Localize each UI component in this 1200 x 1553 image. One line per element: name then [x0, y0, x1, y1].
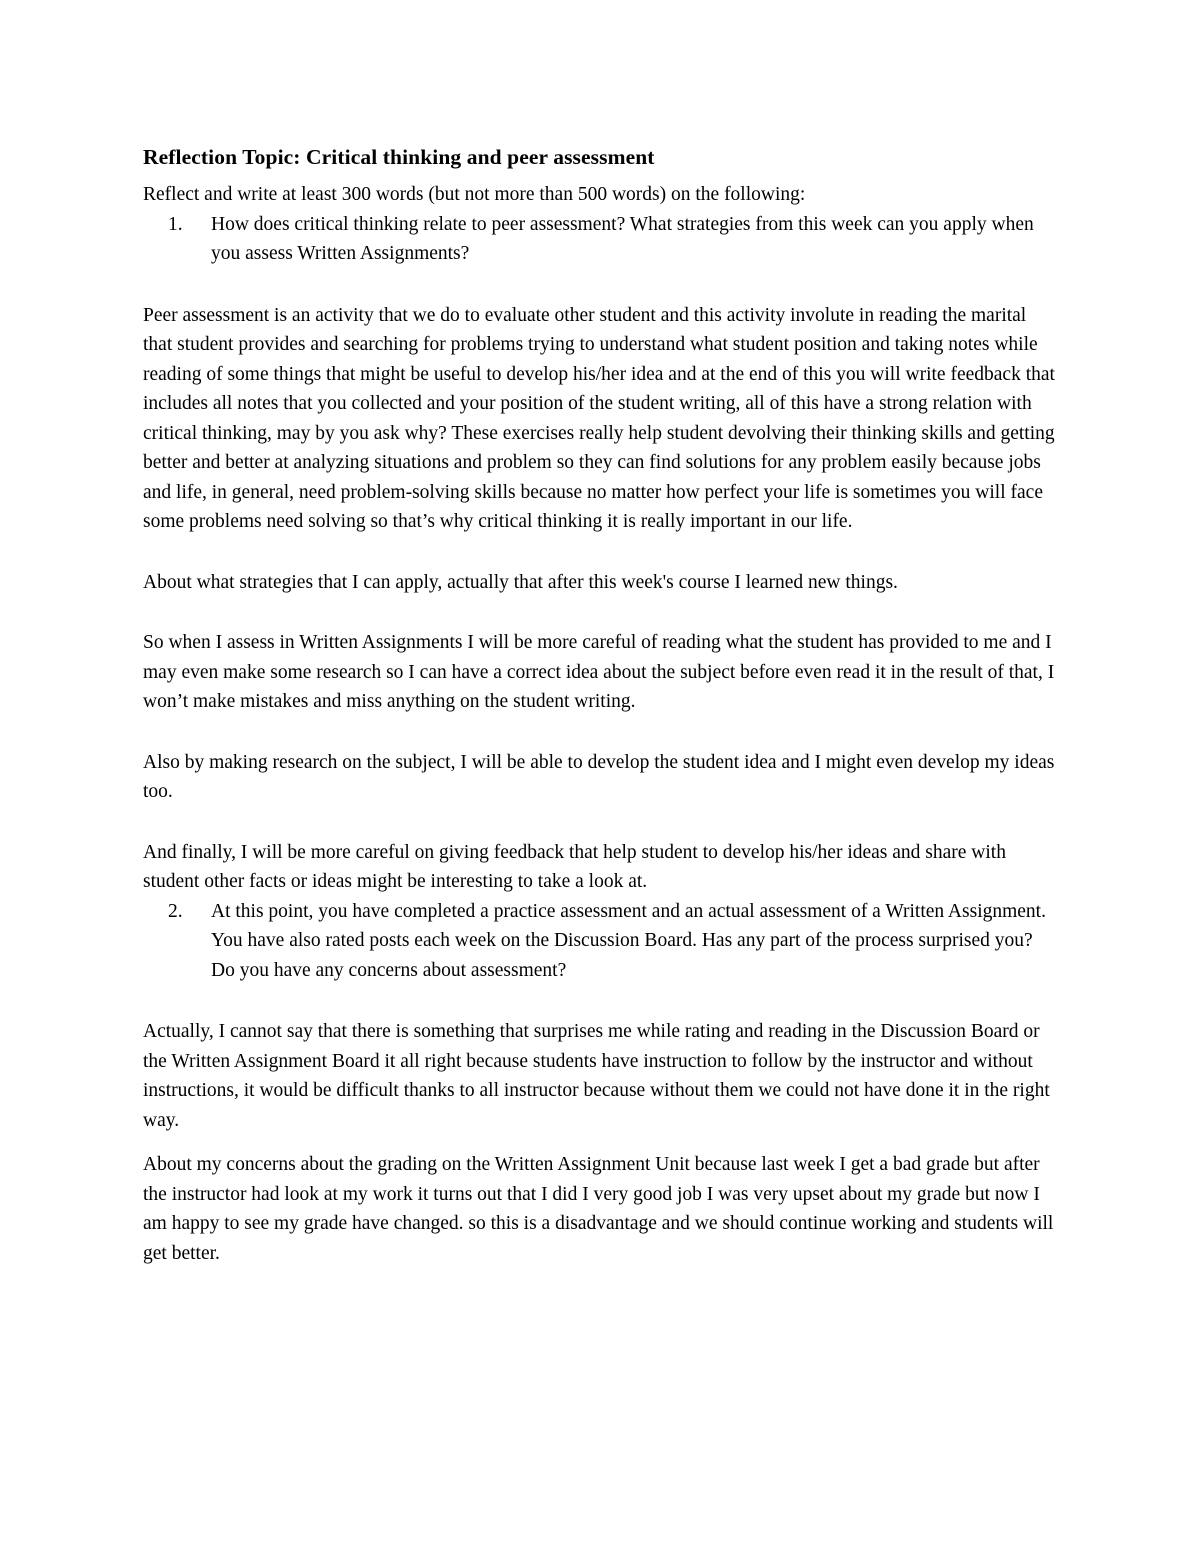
answer-one-paragraph-5: And finally, I will be more careful on giving feedback that help student to develop his/her ideas and share with student other facts or ideas might be interesting to take a look at. [143, 841, 1006, 892]
answer-one-paragraph-2: About what strategies that I can apply, actually that after this week's course I learned new things. [143, 571, 898, 593]
answer-two-paragraph-2: About my concerns about the grading on the Written Assignment Unit because last week I get a bad grade but after the instructor had look at my work it turns out that I did I very good job I was very upset about my grade but now I am happy to see my grade have changed. so this is a disadvantage and we should continue working and students will get better. [143, 1154, 1054, 1264]
list-item [143, 210, 1058, 269]
question-list-one [143, 210, 1058, 269]
answer-one-paragraph-4: Also by making research on the subject, I will be able to develop the student idea and I might even develop my ideas too. [143, 751, 1055, 802]
question-text: At this point, you have completed a practice assessment and an actual assessment of a Written Assignment. You have also rated posts each week on the Discussion Board. Has any part of the process surprised you? Do you have any concerns about assessment? [211, 900, 1046, 981]
list-marker: 1. [168, 213, 183, 235]
answer-two-paragraph-1: Actually, I cannot say that there is something that surprises me while rating and reading in the Discussion Board or the Written Assignment Board it all right because students have instruction to follow by the instructor and without instructions, it would be difficult thanks to all instructor because without them we could not have done it in the right way. [143, 1021, 1050, 1131]
answer-one-paragraph-1: Peer assessment is an activity that we do to evaluate other student and this activity involute in reading the marital that student provides and searching for problems trying to understand what student position and taking notes while reading of some things that might be useful to develop his/her idea and at the end of this you will write feedback that includes all notes that you collected and your position of the student writing, all of this have a strong relation with critical thinking, may by you ask why? These exercises really help student devolving their thinking skills and getting better and better at analyzing situations and problem so they can find solutions for any problem easily because jobs and life, in general, need problem-solving skills because no matter how perfect your life is sometimes you will face some problems need solving so that’s why critical thinking it is really important in our life. [143, 304, 1055, 532]
page-title: Reflection Topic: Critical thinking and peer assessment [143, 145, 655, 169]
answer-one-paragraph-3: So when I assess in Written Assignments I will be more careful of reading what the student has provided to me and I may even make some research so I can have a correct idea about the subject before even read it in the result of that, I won’t make mistakes and miss anything on the student writing. [143, 632, 1055, 712]
list-item [143, 897, 1058, 986]
question-text: How does critical thinking relate to peer assessment? What strategies from this week can you apply when you assess Written Assignments? [211, 213, 1034, 264]
list-marker: 2. [168, 900, 183, 922]
instructions-text: Reflect and write at least 300 words (but not more than 500 words) on the following: [143, 184, 806, 205]
question-list-two [143, 897, 1058, 986]
